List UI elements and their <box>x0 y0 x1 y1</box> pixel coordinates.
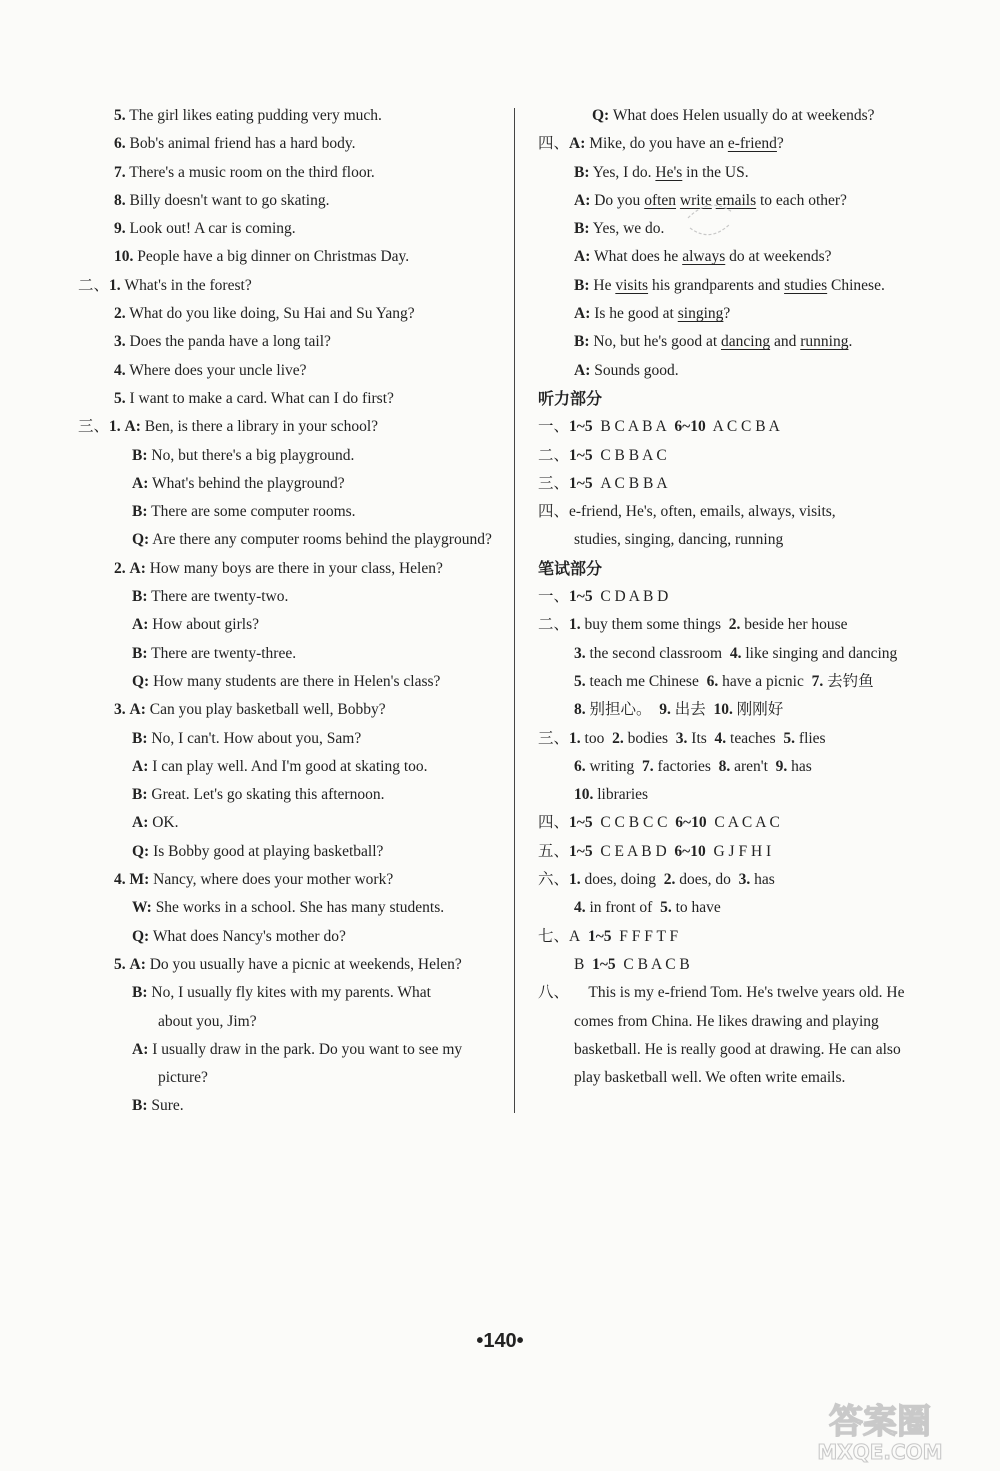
answer-line: 5. A: Do you usually have a picnic at weekends, Helen? <box>114 955 462 973</box>
answer-line: about you, Jim? <box>158 1012 257 1030</box>
answer-line: Q: What does Nancy's mother do? <box>132 927 346 945</box>
answer-line: 6. writing 7. factories 8. aren't 9. has <box>574 757 812 775</box>
answer-line: A: I can play well. And I'm good at skating too. <box>132 757 428 775</box>
answer-line: A: How about girls? <box>132 616 259 634</box>
answer-line: W: She works in a school. She has many students. <box>132 899 445 917</box>
left-column <box>78 102 508 1121</box>
answer-line: A: I usually draw in the park. Do you want to see my <box>132 1040 463 1058</box>
answer-line: A: Do you often write emails to each other? <box>574 191 847 209</box>
answer-line: 3. the second classroom 4. like singing and dancing <box>574 644 898 662</box>
answer-line: 五、1~5 C E A B D 6~10 G J F H I <box>538 842 772 860</box>
answer-line: Q: Is Bobby good at playing basketball? <box>132 842 384 860</box>
answer-line: 听力部分 <box>538 388 603 408</box>
answer-line: B: Great. Let's go skating this afternoon. <box>132 786 385 804</box>
answer-line: 10. People have a big dinner on Christmas Day. <box>114 248 410 266</box>
answer-line: Q: How many students are there in Helen's class? <box>132 672 441 690</box>
stamp-mark <box>680 188 740 248</box>
answer-line: Q: What does Helen usually do at weekends? <box>592 107 875 124</box>
answer-line: B: Yes, I do. He's in the US. <box>574 163 749 181</box>
answer-line: 2. A: How many boys are there in your class, Helen? <box>114 559 443 577</box>
answer-line: B: No, but he's good at dancing and running. <box>574 333 853 351</box>
answer-line: 二、1~5 C B B A C <box>538 446 667 464</box>
answer-line: 2. What do you like doing, Su Hai and Su Yang? <box>114 305 415 323</box>
answer-line: 5. teach me Chinese 6. have a picnic 7. 去钓鱼 <box>574 672 874 690</box>
answer-line: 5. The girl likes eating pudding very much. <box>114 107 382 124</box>
answer-line: play basketball well. We often write emails. <box>574 1069 846 1087</box>
watermark-logo <box>780 1395 980 1465</box>
answer-line: B: There are some computer rooms. <box>132 503 356 521</box>
answer-line: B: Yes, we do. <box>574 220 665 238</box>
answer-line: 七、A 1~5 F F F T F <box>538 927 679 945</box>
answer-line: 四、1~5 C C B C C 6~10 C A C A C <box>538 814 780 832</box>
answer-line: A: What does he always do at weekends? <box>574 248 832 266</box>
right-column <box>538 102 958 1092</box>
answer-line: 二、1. buy them some things 2. beside her house <box>538 616 848 634</box>
answer-line: B: There are twenty-two. <box>132 588 289 606</box>
answer-line: 9. Look out! A car is coming. <box>114 220 296 238</box>
answer-line: A: What's behind the playground? <box>132 474 345 492</box>
answer-line: 四、A: Mike, do you have an e-friend? <box>538 135 784 153</box>
answer-line: 4. Where does your uncle live? <box>114 361 307 379</box>
column-divider <box>514 108 515 1113</box>
answer-line: 六、1. does, doing 2. does, do 3. has <box>538 871 775 889</box>
answer-line: 4. in front of 5. to have <box>574 899 721 917</box>
answer-line: B: No, but there's a big playground. <box>132 446 355 464</box>
answer-line: B 1~5 C B A C B <box>574 955 690 973</box>
answer-line: 笔试部分 <box>538 558 603 578</box>
answer-line: 二、1. What's in the forest? <box>78 276 252 294</box>
answer-line: studies, singing, dancing, running <box>574 531 784 549</box>
answer-line: 8. Billy doesn't want to go skating. <box>114 191 330 209</box>
answer-line: 4. M: Nancy, where does your mother work? <box>114 871 394 889</box>
svg-text:MXQE.COM: MXQE.COM <box>817 1440 943 1464</box>
answer-line: 10. libraries <box>574 786 649 804</box>
answer-line: 三、1. A: Ben, is there a library in your school? <box>78 418 379 436</box>
answer-line: 5. I want to make a card. What can I do first? <box>114 389 394 407</box>
answer-line: 3. A: Can you play basketball well, Bobby? <box>114 701 386 719</box>
answer-line: B: No, I can't. How about you, Sam? <box>132 729 362 747</box>
answer-line: Q: Are there any computer rooms behind the playground? <box>132 531 492 549</box>
answer-line: 3. Does the panda have a long tail? <box>114 333 331 351</box>
answer-line: 三、1~5 A C B B A <box>538 474 668 492</box>
answer-line: 八、 This is my e-friend Tom. He's twelve years old. He <box>538 984 905 1002</box>
answer-line: 三、1. too 2. bodies 3. Its 4. teaches 5. flies <box>538 729 826 747</box>
answer-line: 8. 别担心。 9. 出去 10. 刚刚好 <box>574 701 784 719</box>
answer-line: basketball. He is really good at drawing. He can also <box>574 1040 901 1058</box>
answer-line: 7. There's a music room on the third floor. <box>114 163 375 181</box>
answer-line: A: Is he good at singing? <box>574 305 731 323</box>
answer-line: A: OK. <box>132 814 179 832</box>
answer-line: A: Sounds good. <box>574 361 679 379</box>
answer-line: B: No, I usually fly kites with my parents. What <box>132 984 431 1002</box>
svg-text:答案圈: 答案圈 <box>829 1402 931 1442</box>
answer-line: 一、1~5 B C A B A 6~10 A C C B A <box>538 418 780 436</box>
answer-line: 四、e-friend, He's, often, emails, always, visits, <box>538 503 836 521</box>
answer-line: B: Sure. <box>132 1097 184 1115</box>
page-number: •140• <box>476 1330 524 1352</box>
answer-line: picture? <box>158 1069 208 1087</box>
answer-line: 6. Bob's animal friend has a hard body. <box>114 135 356 153</box>
answer-line: 一、1~5 C D A B D <box>538 588 669 606</box>
answer-line: comes from China. He likes drawing and playing <box>574 1012 879 1030</box>
answer-line: B: There are twenty-three. <box>132 644 297 662</box>
answer-line: B: He visits his grandparents and studies Chinese. <box>574 276 885 294</box>
